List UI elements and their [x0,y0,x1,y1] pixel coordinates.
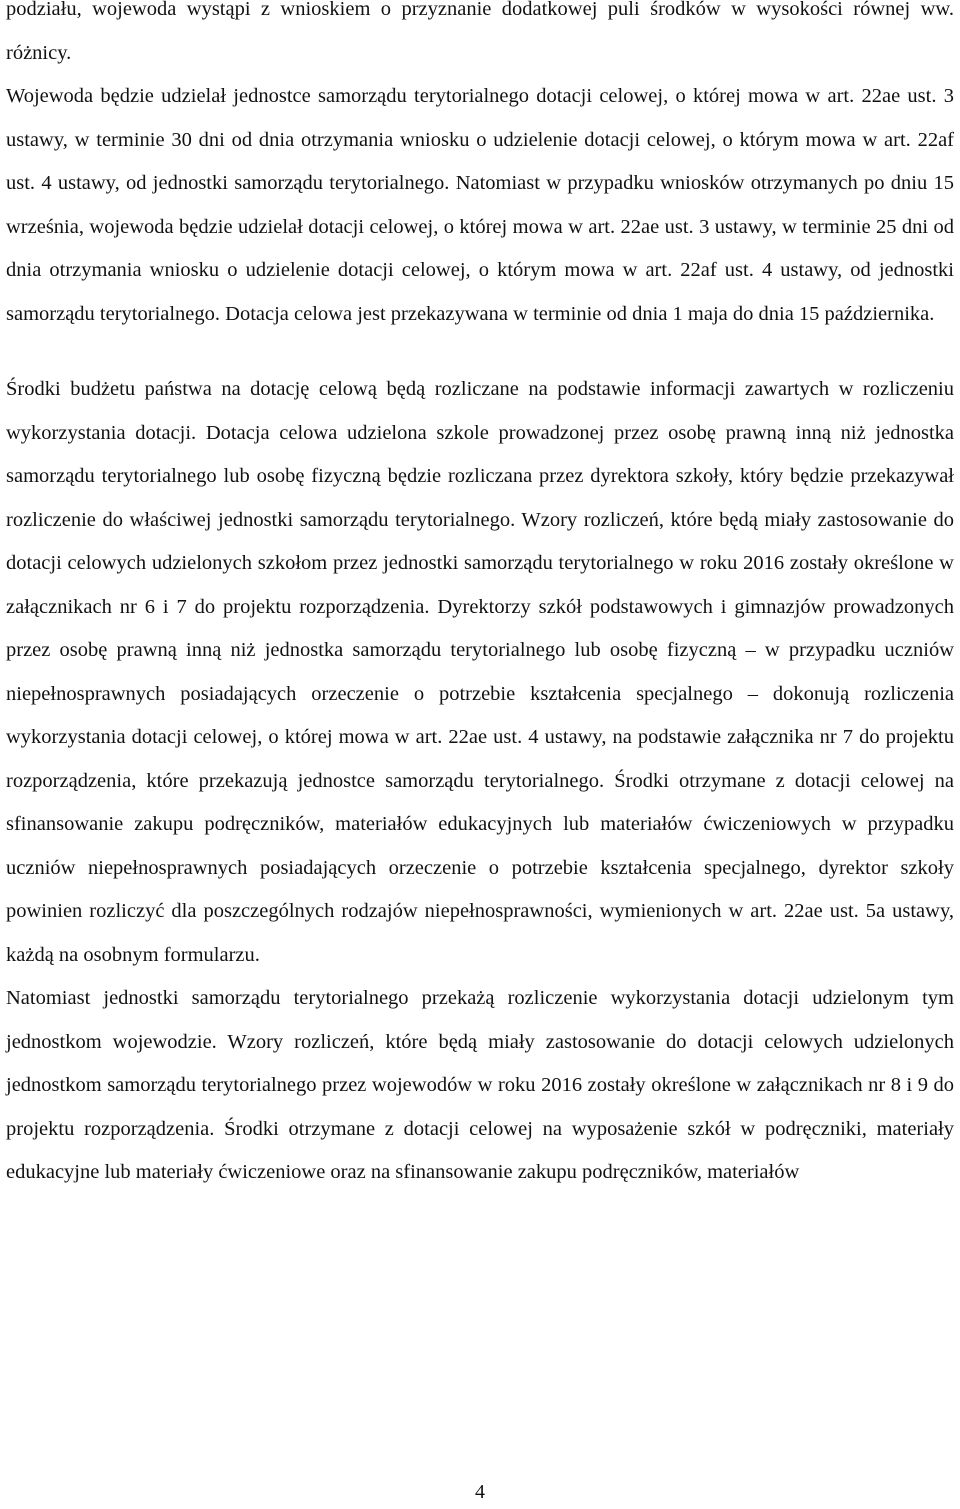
page-number: 4 [475,1481,485,1503]
paragraph-local-government-settlement: Natomiast jednostki samorządu terytorialnego przekażą rozliczenie wykorzystania dotacji udzielonym tym jednostkom wojewodzie. Wzory rozliczeń, które będą miały zastosowanie do dotacji celowych udzielonych jednostkom samorządu terytorialnego przez wojewodów w roku 2016 zostały określone w załącznikach nr 8 i 9 do projektu rozporządzenia. Środki otrzymane z dotacji celowej na wyposażenie szkół w podręczniki, materiały edukacyjne lub materiały ćwiczeniowe oraz na sfinansowanie zakupu podręczników, materiałów [6,987,954,1183]
paragraph-spacer [6,336,954,368]
paragraph-settlement-rules: Środki budżetu państwa na dotację celową będą rozliczane na podstawie informacji zawartych w rozliczeniu wykorzystania dotacji. Dotacja celowa udzielona szkole prowadzonej przez osobę prawną inną niż jednostka samorządu terytorialnego lub osobę fizyczną będzie rozliczana przez dyrektora szkoły, który będzie przekazywał rozliczenie do właściwej jednostki samorządu terytorialnego. Wzory rozliczeń, które będą miały zastosowanie do dotacji celowych udzielonych szkołom przez jednostki samorządu terytorialnego w roku 2016 zostały określone w załącznikach nr 6 i 7 do projektu rozporządzenia. Dyrektorzy szkół podstawowych i gimnazjów prowadzonych przez osobę prawną inną niż jednostka samorządu terytorialnego lub osobę fizyczną – w przypadku uczniów niepełnosprawnych posiadających orzeczenie o potrzebie kształcenia specjalnego – dokonują rozliczenia wykorzystania dotacji celowej, o której mowa w art. 22ae ust. 4 ustawy, na podstawie załącznika nr 7 do projektu rozporządzenia, które przekazują jednostce samorządu terytorialnego. Środki otrzymane z dotacji celowej na sfinansowanie zakupu podręczników, materiałów edukacyjnych lub materiałów ćwiczeniowych w przypadku uczniów niepełnosprawnych posiadających orzeczenie o potrzebie kształcenia specjalnego, dyrektor szkoły powinien rozliczyć dla poszczególnych rodzajów niepełnosprawności, wymienionych w art. 22ae ust. 5a ustawy, każdą na osobnym formularzu. [6,378,954,966]
paragraph-continuation: podziału, wojewoda wystąpi z wnioskiem o przyznanie dodatkowej puli środków w wysokości równej ww. różnicy. [6,0,954,64]
paragraph-grant-deadlines: Wojewoda będzie udzielał jednostce samorządu terytorialnego dotacji celowej, o której mowa w art. 22ae ust. 3 ustawy, w terminie 30 dni od dnia otrzymania wniosku o udzielenie dotacji celowej, o którym mowa w art. 22af ust. 4 ustawy, od jednostki samorządu terytorialnego. Natomiast w przypadku wniosków otrzymanych po dniu 15 września, wojewoda będzie udzielał dotacji celowej, o której mowa w art. 22ae ust. 3 ustawy, w terminie 25 dni od dnia otrzymania wniosku o udzielenie dotacji celowej, o którym mowa w art. 22af ust. 4 ustawy, od jednostki samorządu terytorialnego. Dotacja celowa jest przekazywana w terminie od dnia 1 maja do dnia 15 października. [6,85,954,325]
document-page [6,0,954,1195]
